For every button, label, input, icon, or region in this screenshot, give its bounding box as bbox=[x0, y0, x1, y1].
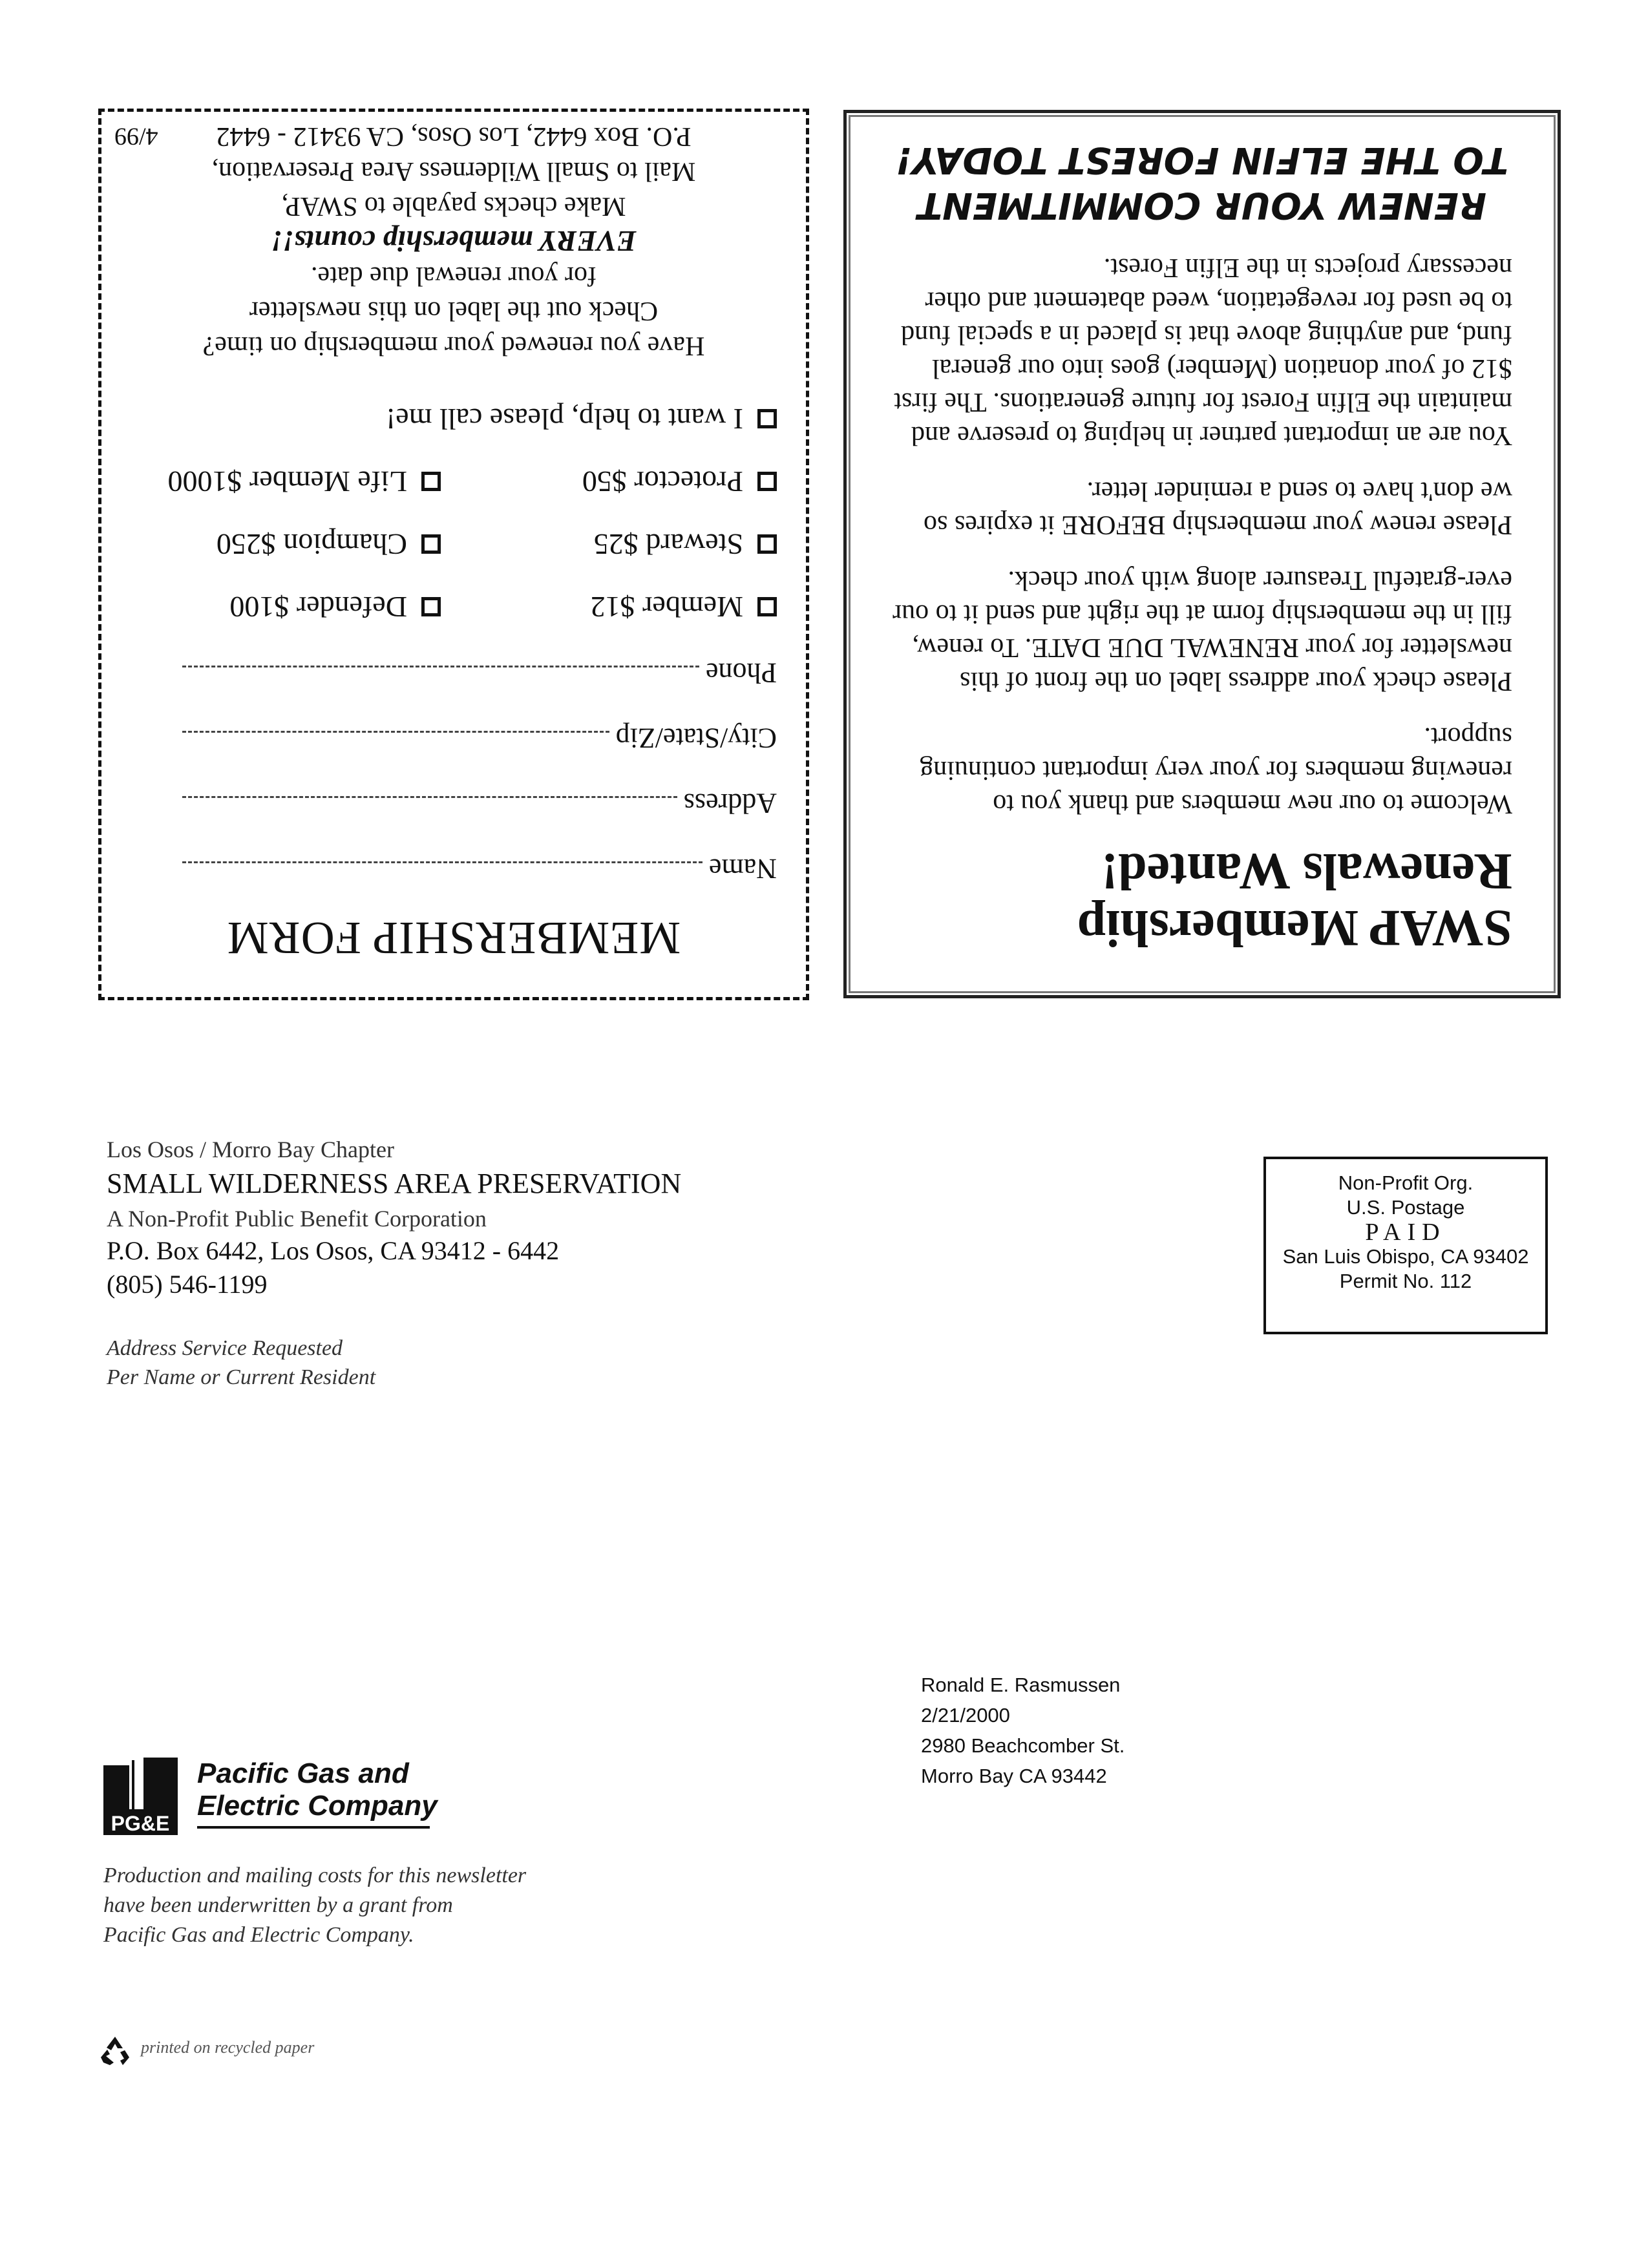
membership-options bbox=[131, 465, 777, 624]
sponsor-underline bbox=[197, 1826, 430, 1829]
sponsor-name bbox=[197, 1758, 438, 1822]
renewal-title-line2: Renewals Wanted! bbox=[1101, 843, 1512, 899]
return-phone: (805) 546-1199 bbox=[107, 1270, 268, 1299]
chapter-name: Los Osos / Morro Bay Chapter bbox=[107, 1137, 394, 1162]
option-champion[interactable] bbox=[118, 527, 441, 562]
option-steward-label: Steward $25 bbox=[593, 528, 743, 561]
organization-name: SMALL WILDERNESS AREA PRESERVATION bbox=[107, 1168, 682, 1199]
renewal-cta bbox=[892, 137, 1512, 227]
name-label: Name bbox=[708, 853, 777, 885]
postage-line5: Permit No. 112 bbox=[1339, 1270, 1472, 1292]
option-help-label: I want to help, please call me! bbox=[385, 403, 743, 436]
option-defender[interactable] bbox=[118, 590, 441, 624]
checkbox-life[interactable] bbox=[421, 472, 441, 492]
sponsor-credit-line1: Production and mailing costs for this newsletter bbox=[103, 1864, 527, 1887]
renewal-reminder-line1: Have you renewed your membership on time? bbox=[202, 331, 705, 361]
renewal-para-renew-before: Please renew your membership BEFORE it expires so we don't have to send a reminder letter. bbox=[924, 476, 1512, 540]
sponsor-credit-line3: Pacific Gas and Electric Company. bbox=[103, 1923, 414, 1947]
renewal-reminder-line3: for your renewal due date. bbox=[311, 261, 597, 291]
option-help[interactable] bbox=[131, 402, 777, 436]
name-field[interactable] bbox=[131, 852, 777, 885]
city-field[interactable] bbox=[131, 722, 777, 755]
renewal-reminder-line2: Check out the label on this newsletter bbox=[249, 296, 659, 326]
recipient-city: Morro Bay CA 93442 bbox=[921, 1765, 1107, 1787]
checkbox-champion[interactable] bbox=[421, 535, 441, 554]
postage-line4: San Luis Obispo, CA 93402 bbox=[1282, 1245, 1529, 1268]
option-life[interactable] bbox=[118, 465, 441, 499]
checkbox-help[interactable] bbox=[757, 410, 777, 429]
option-life-label: Life Member $1000 bbox=[167, 465, 407, 498]
renewal-reminder-line7: P.O. Box 6442, Los Osos, CA 93412 - 6442 bbox=[216, 121, 692, 151]
option-defender-label: Defender $100 bbox=[229, 591, 407, 624]
name-blank[interactable] bbox=[182, 861, 703, 865]
recipient-date: 2/21/2000 bbox=[921, 1704, 1010, 1727]
recycle-icon bbox=[98, 2034, 132, 2068]
renewal-reminder-line5: Make checks payable to SWAP, bbox=[281, 191, 626, 221]
recycled-paper-note: printed on recycled paper bbox=[141, 2038, 315, 2057]
city-blank[interactable] bbox=[182, 731, 609, 734]
checkbox-defender[interactable] bbox=[421, 598, 441, 617]
option-protector-label: Protector $50 bbox=[582, 465, 743, 498]
postage-line1: Non-Profit Org. bbox=[1338, 1171, 1474, 1194]
address-label: Address bbox=[683, 788, 777, 819]
phone-blank[interactable] bbox=[182, 666, 699, 669]
renewal-reminder-line4: EVERY membership counts!! bbox=[271, 225, 637, 258]
form-title: MEMBERSHIP FORM bbox=[226, 912, 681, 964]
city-label: City/State/Zip bbox=[615, 722, 777, 754]
pge-logo-text: PG&E bbox=[111, 1812, 170, 1835]
recipient-name: Ronald E. Rasmussen bbox=[921, 1674, 1121, 1696]
membership-form bbox=[98, 109, 809, 1000]
renewal-panel-content bbox=[847, 113, 1558, 995]
renewal-reminder-line6: Mail to Small Wilderness Area Preservation, bbox=[211, 156, 696, 186]
renewal-para-welcome: Welcome to our new members and thank you to renewing members for your very important continuing support. bbox=[920, 722, 1512, 819]
renewal-para-partner: You are an important partner in helping to preserve and maintain the Elfin Forest for future generations. The first $12 of your donation (Member) goes into our general fund, and anything above that is placed in a special fund to be used for revegetation, weed abatement and other necessary projects in the Elfin Forest. bbox=[894, 253, 1512, 450]
option-protector[interactable] bbox=[441, 465, 777, 499]
sponsor-name-line2: Electric Company bbox=[197, 1790, 438, 1822]
checkbox-member[interactable] bbox=[757, 598, 777, 617]
form-code: 4/99 bbox=[114, 123, 158, 150]
sponsor-credit-line2: have been underwritten by a grant from bbox=[103, 1893, 453, 1917]
return-po-box: P.O. Box 6442, Los Osos, CA 93412 - 6442 bbox=[107, 1236, 560, 1265]
address-blank[interactable] bbox=[182, 796, 677, 799]
sponsor-name-line1: Pacific Gas and bbox=[197, 1758, 409, 1789]
renewal-reminder bbox=[131, 119, 777, 363]
postage-line2: U.S. Postage bbox=[1346, 1196, 1465, 1219]
option-member[interactable] bbox=[441, 590, 777, 624]
corporation-note: A Non-Profit Public Benefit Corporation bbox=[107, 1206, 487, 1232]
renewal-cta-line2: TO THE ELFIN FOREST TODAY! bbox=[895, 139, 1509, 181]
renewal-para-check-label: Please check your address label on the front of this newsletter for your RENEWAL DUE DATE. To renew, fill in the membership form at the right and send it to our ever-grateful Treasurer along with your check. bbox=[893, 565, 1512, 696]
postage-indicia bbox=[1263, 1157, 1548, 1334]
address-service-note: Address Service Requested bbox=[107, 1336, 343, 1360]
phone-label: Phone bbox=[706, 657, 777, 689]
renewal-panel bbox=[843, 110, 1561, 998]
checkbox-protector[interactable] bbox=[757, 472, 777, 492]
option-member-label: Member $12 bbox=[590, 591, 743, 624]
postage-paid: PAID bbox=[1365, 1219, 1446, 1246]
renewal-cta-line1: RENEW YOUR COMMITMENT bbox=[917, 184, 1487, 226]
pge-logo-icon bbox=[103, 1758, 178, 1835]
recipient-street: 2980 Beachcomber St. bbox=[921, 1734, 1125, 1757]
phone-field[interactable] bbox=[131, 656, 777, 689]
option-steward[interactable] bbox=[441, 527, 777, 562]
address-field[interactable] bbox=[131, 787, 777, 820]
current-resident-note: Per Name or Current Resident bbox=[107, 1365, 376, 1389]
checkbox-steward[interactable] bbox=[757, 535, 777, 554]
option-champion-label: Champion $250 bbox=[216, 528, 407, 561]
renewal-title-line1: SWAP Membership bbox=[1077, 899, 1512, 956]
membership-form-content bbox=[101, 112, 806, 997]
